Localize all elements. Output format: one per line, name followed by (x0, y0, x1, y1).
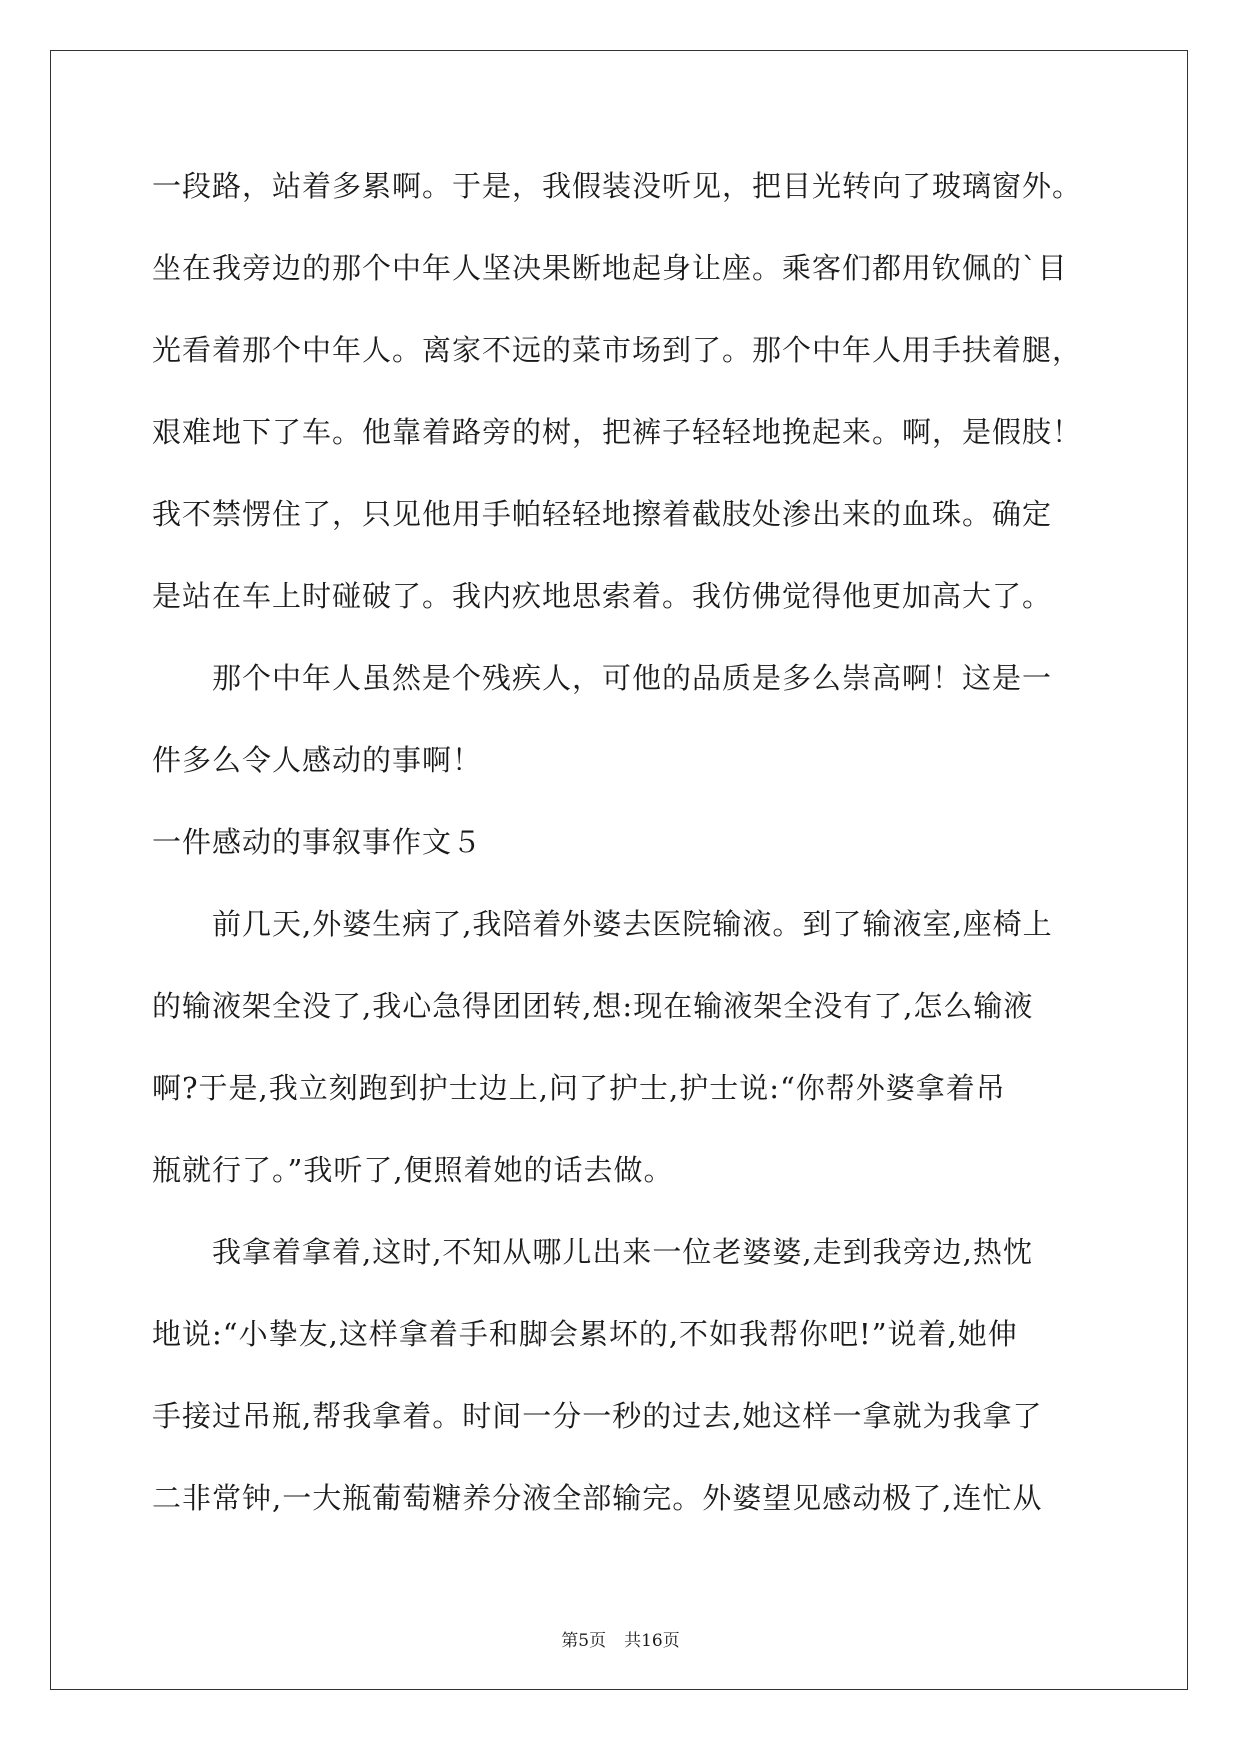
page-number: 第5页 (561, 1631, 607, 1651)
text-line: 那个中年人虽然是个残疾人，可他的品质是多么崇高啊！这是一 (212, 661, 1053, 695)
text-line: 一段路，站着多累啊。于是，我假装没听见，把目光转向了玻璃窗外。 (152, 169, 1083, 203)
text-line: 是站在车上时碰破了。我内疚地思索着。我仿佛觉得他更加高大了。 (152, 579, 1053, 613)
text-line: 前几天,外婆生病了,我陪着外婆去医院输液。到了输液室,座椅上 (212, 907, 1053, 941)
text-line: 瓶就行了。”我听了,便照着她的话去做。 (152, 1153, 674, 1187)
text-line: 我不禁愣住了，只见他用手帕轻轻地擦着截肢处渗出来的血珠。确定 (152, 497, 1053, 531)
document-body (152, 145, 1092, 1539)
text-line: 我拿着拿着,这时,不知从哪儿出来一位老婆婆,走到我旁边,热忱 (212, 1235, 1033, 1269)
text-line: 二非常钟,一大瓶葡萄糖养分液全部输完。外婆望见感动极了,连忙从 (152, 1481, 1043, 1515)
page-footer (0, 1626, 1241, 1651)
text-line: 件多么令人感动的事啊！ (152, 743, 483, 777)
text-line: 艰难地下了车。他靠着路旁的树，把裤子轻轻地挽起来。啊，是假肢！ (152, 415, 1083, 449)
text-line: 坐在我旁边的那个中年人坚决果断地起身让座。乘客们都用钦佩的`目 (152, 251, 1068, 285)
text-line: 手接过吊瓶,帮我拿着。时间一分一秒的过去,她这样一拿就为我拿了 (152, 1399, 1043, 1433)
text-line: 光看着那个中年人。离家不远的菜市场到了。那个中年人用手扶着腿， (152, 333, 1083, 367)
text-line: 的输液架全没了,我心急得团团转,想:现在输液架全没有了,怎么输液 (152, 989, 1034, 1023)
text-line: 地说:“小挚友,这样拿着手和脚会累坏的,不如我帮你吧!”说着,她伸 (152, 1317, 1018, 1351)
page-total: 共16页 (624, 1631, 680, 1651)
section-heading: 一件感动的事叙事作文５ (152, 825, 483, 859)
text-line: 啊?于是,我立刻跑到护士边上,问了护士,护士说:“你帮外婆拿着吊 (152, 1071, 1006, 1105)
